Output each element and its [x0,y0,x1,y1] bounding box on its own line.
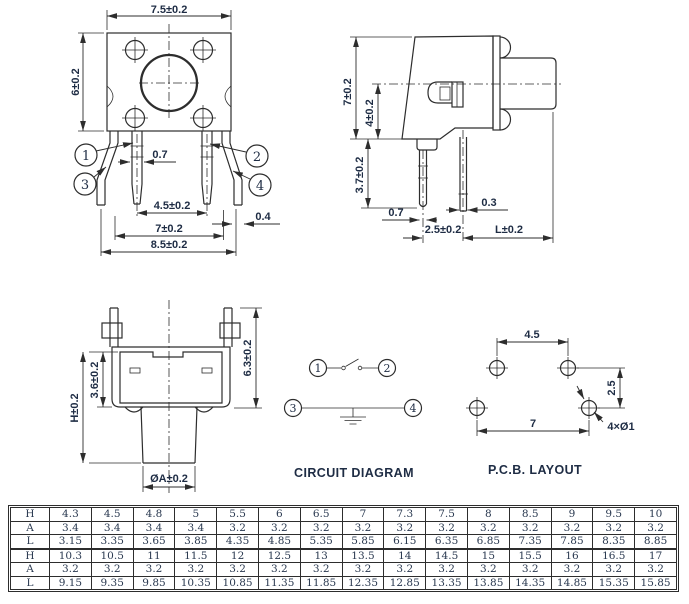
table-cell: 3.2 [217,521,259,535]
table-cell: 15.85 [635,576,677,590]
table-cell: 7.35 [509,535,551,549]
table-cell: 3.2 [342,521,384,535]
table-cell: 3.2 [426,521,468,535]
table-cell: 15 [467,549,509,563]
dim-pin-width: 0.7 [152,149,168,161]
table-row [11,563,677,577]
pcb-layout [466,329,635,477]
table-cell: 3.2 [50,563,92,577]
table-cell: 15.35 [593,576,635,590]
table-cell: 3.2 [467,563,509,577]
dimension-table [10,507,677,590]
circuit-pin-1: 1 [314,362,322,375]
table-cell: 3.2 [258,521,300,535]
push-button-side [500,58,556,109]
table-row [11,535,677,549]
table-row [11,508,677,522]
table-cell: 5 [175,508,217,522]
table-cell: 11 [133,549,175,563]
table-cell: 3.15 [50,535,92,549]
table-cell: 5.5 [217,508,259,522]
dim-side-height: 7±0.2 [342,78,354,106]
bottom-view [69,300,262,493]
terminal-slot-right [202,368,212,373]
table-row [11,549,677,563]
dim-lead-length: 3.7±0.2 [354,156,366,194]
callout-3: 3 [80,178,90,193]
front-plate [493,36,500,130]
front-centerlines [139,24,199,120]
table-cell: 3.65 [133,535,175,549]
table-cell: 10.35 [175,576,217,590]
table-cell: 12 [217,549,259,563]
table-cell: 3.2 [509,563,551,577]
plate-bumps [500,37,511,130]
table-cell: 4.8 [133,508,175,522]
table-cell: 11.85 [300,576,342,590]
table-cell: 3.2 [258,563,300,577]
circuit-pin-4: 4 [409,402,417,415]
dim-H: H±0.2 [69,393,81,423]
side-view [342,36,561,243]
pcb-holes [466,357,600,419]
table-cell: 8 [467,508,509,522]
table-cell: 3.2 [551,563,593,577]
dim-hole-callout: 4×Ø1 [607,421,635,433]
dim-front-width: 7.5±0.2 [150,4,188,16]
table-cell: 6.35 [426,535,468,549]
table-cell: 3.35 [91,535,133,549]
dimension-table-body [11,508,677,590]
table-cell: 17 [635,549,677,563]
dim-inner-height: 3.6±0.2 [89,361,101,399]
table-cell: 13 [300,549,342,563]
circuit-pin-3: 3 [289,402,297,415]
dim-front-height: 6±0.2 [70,68,82,96]
callout-1: 1 [81,149,91,164]
circuit-diagram-title: CIRCUIT DIAGRAM [294,466,414,480]
table-cell: 9.15 [50,576,92,590]
table-cell: 15.5 [509,549,551,563]
dim-lead-thickness: 0.3 [481,197,497,209]
dim-pcb-bottom-pitch: 7 [529,418,537,430]
table-cell: 11.35 [258,576,300,590]
table-cell: 3.2 [300,563,342,577]
dim-body-height: 4±0.2 [364,99,376,127]
table-cell: 6.85 [467,535,509,549]
table-cell: 3.4 [133,521,175,535]
table-cell: 3.4 [175,521,217,535]
table-cell: 3.4 [91,521,133,535]
table-cell: 3.2 [300,521,342,535]
table-cell: 5.85 [342,535,384,549]
table-cell: 7 [342,508,384,522]
table-cell: 14.35 [509,576,551,590]
table-cell: 3.2 [593,521,635,535]
table-row [11,576,677,590]
table-cell: 7.3 [384,508,426,522]
table-cell: 3.2 [175,563,217,577]
side-dimensions [342,37,553,243]
table-cell: 9.5 [593,508,635,522]
table-cell: 6 [258,508,300,522]
row-label: A [11,521,50,535]
table-cell: 16.5 [593,549,635,563]
dim-body-width: 6.3±0.2 [242,339,254,377]
callout-2: 2 [252,150,262,165]
dim-lead-width: 0.4 [255,211,271,223]
table-cell: 5.35 [300,535,342,549]
dim-stem-diameter: ØA±0.2 [150,473,188,485]
table-cell: 7.85 [551,535,593,549]
row-label: A [11,563,50,577]
table-cell: 3.2 [635,563,677,577]
table-cell: 3.4 [50,521,92,535]
table-cell: 3.2 [133,563,175,577]
mounting-posts [102,308,240,347]
plunger-detail [428,82,463,107]
table-row [11,521,677,535]
table-cell: 6.5 [300,508,342,522]
dim-stem-length: L±0.2 [494,224,524,236]
pcb-layout-title: P.C.B. LAYOUT [487,463,583,477]
table-cell: 3.2 [384,521,426,535]
table-cell: 7.5 [426,508,468,522]
ground-symbol [340,408,366,424]
table-cell: 3.2 [593,563,635,577]
front-dimensions [70,4,280,256]
table-cell: 9 [551,508,593,522]
dim-lead-offset: 2.5±0.2 [424,224,462,236]
bottom-dimensions [69,308,262,492]
table-cell: 14.85 [551,576,593,590]
table-cell: 12.5 [258,549,300,563]
switch-body-side [402,36,493,139]
table-cell: 3.2 [426,563,468,577]
dim-pcb-top-pitch: 4.5 [524,329,540,341]
table-cell: 4.35 [217,535,259,549]
table-cell: 3.2 [384,563,426,577]
dim-mid-pitch: 7±0.2 [155,223,183,235]
terminal-slot-left [130,368,140,373]
body-inner-outline [120,352,222,403]
dimension-table-wrap [8,505,679,592]
table-cell: 14 [384,549,426,563]
table-cell: 4.3 [50,508,92,522]
table-cell: 6.15 [384,535,426,549]
table-cell: 13.5 [342,549,384,563]
dim-inner-pitch: 4.5±0.2 [153,200,191,212]
table-cell: 8.85 [635,535,677,549]
table-cell: 10.3 [50,549,92,563]
table-cell: 9.85 [133,576,175,590]
table-cell: 8.35 [593,535,635,549]
front-view [70,4,280,256]
table-cell: 3.2 [91,563,133,577]
pin-collar [417,139,437,150]
table-cell: 3.2 [551,521,593,535]
callout-4: 4 [255,179,265,194]
switch-body-bottom [112,347,230,407]
dim-side-pin-width: 0.7 [388,207,404,219]
table-cell: 4.85 [258,535,300,549]
table-cell: 10.5 [91,549,133,563]
table-cell: 11.5 [175,549,217,563]
row-label: L [11,576,50,590]
pcb-dimensions [477,329,635,436]
table-cell: 9.35 [91,576,133,590]
dim-outer-pitch: 8.5±0.2 [150,239,188,251]
row-label: H [11,549,50,563]
table-cell: 13.35 [426,576,468,590]
table-cell: 3.2 [342,563,384,577]
circuit-pin-2: 2 [383,362,391,375]
table-cell: 10 [635,508,677,522]
table-cell: 3.85 [175,535,217,549]
table-cell: 16 [551,549,593,563]
table-cell: 8.5 [509,508,551,522]
switch-contact [327,359,379,370]
table-cell: 13.85 [467,576,509,590]
table-cell: 12.35 [342,576,384,590]
row-label: H [11,508,50,522]
table-cell: 12.85 [384,576,426,590]
table-cell: 4.5 [91,508,133,522]
table-cell: 3.2 [635,521,677,535]
dim-pcb-row-pitch: 2.5 [606,380,618,396]
table-cell: 3.2 [467,521,509,535]
table-cell: 3.2 [509,521,551,535]
table-cell: 3.2 [217,563,259,577]
circuit-diagram [285,359,422,480]
table-cell: 14.5 [426,549,468,563]
row-label: L [11,535,50,549]
table-cell: 10.85 [217,576,259,590]
